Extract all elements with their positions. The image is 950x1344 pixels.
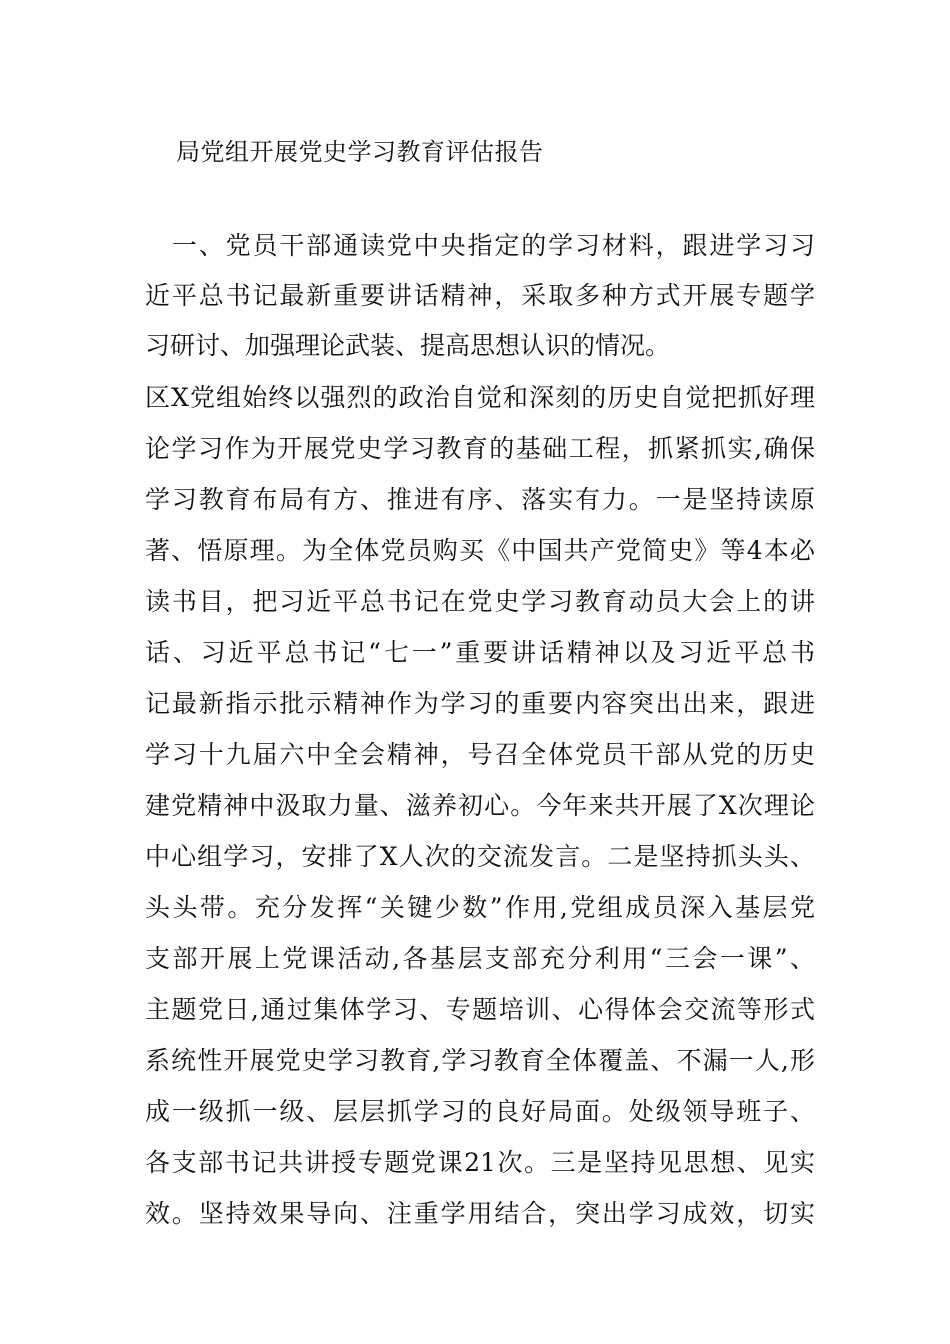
heading-line: 近平总书记最新重要讲话精神，采取多种方式开展专题学 (145, 281, 815, 310)
body-line: 学习教育布局有方、推进有序、落实有力。一是坚持读原 (145, 485, 815, 514)
body-line: 学习十九届六中全会精神，号召全体党员干部从党的历史 (145, 740, 815, 769)
body-line: 头头带。充分发挥“关键少数”作用,党组成员深入基层党 (145, 893, 815, 922)
body-line: 系统性开展党史学习教育,学习教育全体覆盖、不漏一人,形 (145, 1046, 815, 1075)
body-line: 中心组学习，安排了X人次的交流发言。二是坚持抓头头、 (145, 842, 815, 871)
body-line: 效。坚持效果导向、注重学用结合，突出学习成效，切实 (145, 1199, 815, 1228)
document-title: 局党组开展党史学习教育评估报告 (176, 138, 544, 166)
heading-line: 习研讨、加强理论武装、提高思想认识的情况。 (145, 331, 671, 360)
body-line: 支部开展上党课活动,各基层支部充分利用“三会一课”、 (145, 944, 815, 973)
body-line: 建党精神中汲取力量、滋养初心。今年来共开展了X次理论 (145, 791, 815, 820)
body-line: 话、习近平总书记“七一”重要讲话精神以及习近平总书 (145, 638, 815, 667)
body-line: 成一级抓一级、层层抓学习的良好局面。处级领导班子、 (145, 1097, 815, 1126)
body-line: 论学习作为开展党史学习教育的基础工程，抓紧抓实,确保 (145, 434, 815, 463)
body-line: 著、悟原理。为全体党员购买《中国共产党简史》等4本必 (145, 536, 815, 565)
heading-line: 一、党员干部通读党中央指定的学习材料，跟进学习习 (145, 231, 815, 260)
body-line: 主题党日,通过集体学习、专题培训、心得体会交流等形式 (145, 995, 815, 1024)
body-line: 记最新指示批示精神作为学习的重要内容突出出来，跟进 (145, 689, 815, 718)
body-line: 各支部书记共讲授专题党课21次。三是坚持见思想、见实 (145, 1148, 815, 1177)
body-line: 区X党组始终以强烈的政治自觉和深刻的历史自觉把抓好理 (145, 383, 815, 412)
body-line: 读书目，把习近平总书记在党史学习教育动员大会上的讲 (145, 587, 815, 616)
